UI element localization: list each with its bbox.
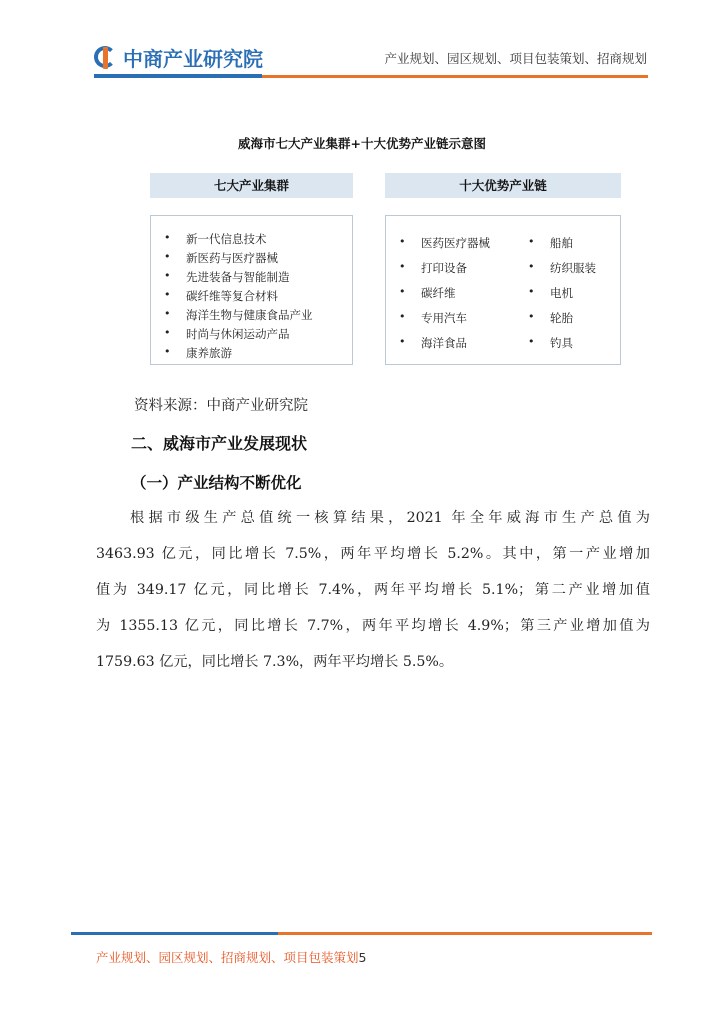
page-header — [0, 0, 724, 90]
paragraph-line: 值为 349.17 亿元，同比增长 7.4%，两年平均增长 5.1%；第二产业增加值 — [96, 582, 650, 598]
paragraph-line: 3463.93 亿元，同比增长 7.5%，两年平均增长 5.2%。其中，第一产业增加 — [96, 546, 650, 562]
list-item: • 专用汽车 — [421, 310, 467, 326]
section-heading: 二、威海市产业发展现状 — [131, 434, 308, 453]
clusters-box — [150, 215, 353, 365]
company-logo — [94, 43, 263, 72]
list-item: • 医药医疗器械 — [421, 235, 490, 251]
paragraph-line: 1759.63 亿元，同比增长 7.3%，两年平均增长 5.5%。 — [96, 654, 454, 670]
footer-slogan: 产业规划、园区规划、招商规划、项目包装策划 — [96, 950, 359, 965]
header-divider-orange — [262, 75, 648, 78]
logo-mark-icon — [94, 45, 118, 71]
logo-text: 中商产业研究院 — [123, 47, 263, 71]
list-item: • 海洋食品 — [421, 335, 467, 351]
header-divider-blue — [94, 74, 262, 78]
list-item: • 先进装备与智能制造 — [186, 269, 290, 285]
footer-divider-blue — [71, 932, 278, 935]
list-item: • 钓具 — [550, 335, 573, 351]
list-item: • 新医药与医疗器械 — [186, 250, 278, 266]
subsection-heading: （一）产业结构不断优化 — [131, 474, 302, 492]
page-footer — [96, 948, 366, 966]
list-item: • 电机 — [550, 285, 573, 301]
list-item: • 碳纤维等复合材料 — [186, 288, 278, 304]
header-slogan: 产业规划、园区规划、项目包装策划、招商规划 — [384, 51, 647, 66]
list-item: • 时尚与休闲运动产品 — [186, 326, 290, 342]
chains-heading: 十大优势产业链 — [385, 173, 621, 198]
chains-box — [385, 215, 621, 365]
list-item: • 打印设备 — [421, 260, 467, 276]
page-number: 5 — [358, 950, 367, 965]
paragraph-line: 根据市级生产总值统一核算结果，2021 年全年威海市生产总值为 — [130, 510, 650, 526]
list-item: • 康养旅游 — [186, 345, 232, 361]
list-item: • 碳纤维 — [421, 285, 456, 301]
list-item: • 海洋生物与健康食品产业 — [186, 307, 313, 323]
paragraph-line: 为 1355.13 亿元，同比增长 7.7%，两年平均增长 4.9%；第三产业增加值为 — [96, 618, 650, 634]
list-item: • 轮胎 — [550, 310, 573, 326]
source-note: 资料来源：中商产业研究院 — [134, 398, 308, 414]
list-item: • 纺织服装 — [550, 260, 596, 276]
diagram-title: 威海市七大产业集群+十大优势产业链示意图 — [238, 136, 486, 151]
list-item: • 船舶 — [550, 235, 573, 251]
clusters-heading: 七大产业集群 — [150, 173, 353, 198]
list-item: • 新一代信息技术 — [186, 231, 267, 247]
footer-divider-orange — [278, 932, 652, 935]
